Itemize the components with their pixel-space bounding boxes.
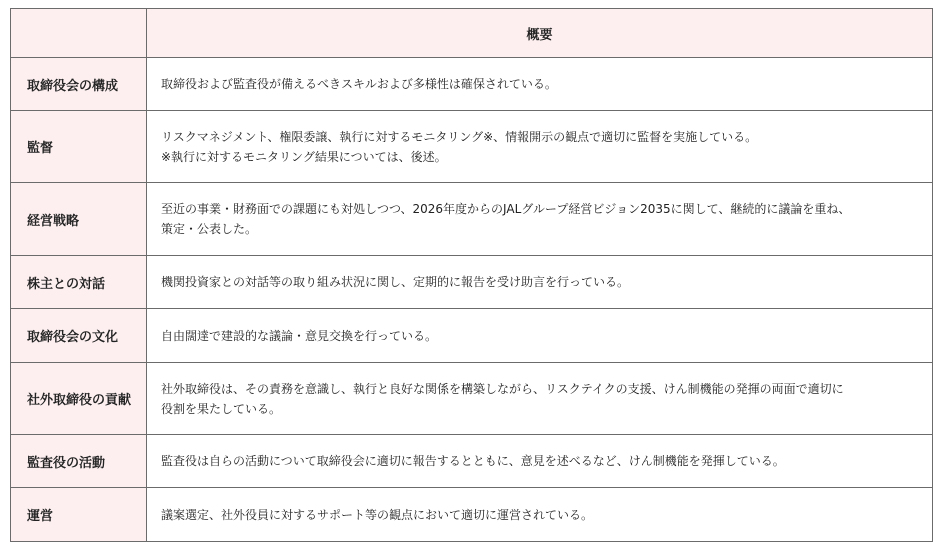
table-row	[11, 309, 933, 363]
description-line: 社外取締役は、その責務を意識し、執行と良好な関係を構築しながら、リスクテイクの支援、けん制機能の発揮の両面で適切に	[161, 381, 844, 396]
row-label: 取締役会の構成	[11, 58, 147, 111]
row-label: 運営	[11, 488, 147, 542]
description-line: 自由闊達で建設的な議論・意見交換を行っている。	[161, 328, 438, 343]
row-description	[147, 58, 933, 111]
table-header-row	[11, 9, 933, 58]
header-label-cell	[11, 9, 147, 58]
description-line: 取締役および監査役が備えるべきスキルおよび多様性は確保されている。	[161, 77, 557, 91]
description-line: 議案選定、社外役員に対するサポート等の観点において適切に運営されている。	[161, 507, 594, 522]
governance-evaluation-table	[10, 8, 933, 542]
table-row	[11, 363, 933, 435]
row-label: 株主との対話	[11, 256, 147, 309]
row-label: 取締役会の文化	[11, 309, 147, 363]
row-description	[147, 309, 933, 363]
description-line: 策定・公表した。	[161, 222, 258, 236]
row-description	[147, 183, 933, 256]
row-label: 経営戦略	[11, 183, 147, 256]
row-description	[147, 363, 933, 435]
description-line: 役割を果たしている。	[161, 401, 282, 416]
table-row	[11, 183, 933, 256]
description-line: 機関投資家との対話等の取り組み状況に関し、定期的に報告を受け助言を行っている。	[161, 275, 630, 289]
row-description	[147, 111, 933, 183]
table-row	[11, 256, 933, 309]
row-description	[147, 488, 933, 542]
table-row	[11, 488, 933, 542]
governance-evaluation-table-container	[10, 8, 932, 542]
table-row	[11, 435, 933, 488]
description-line: ※執行に対するモニタリング結果については、後述。	[161, 149, 447, 164]
description-line: 至近の事業・財務面での課題にも対処しつつ、2026年度からのJALグループ経営ビジョン2035に関して、継続的に議論を重ね、	[161, 202, 851, 216]
table-row	[11, 111, 933, 183]
row-description	[147, 256, 933, 309]
header-description-cell: 概要	[147, 9, 933, 58]
row-label: 監査役の活動	[11, 435, 147, 488]
description-line: リスクマネジメント、権限委譲、執行に対するモニタリング※、情報開示の観点で適切に監督を実施している。	[161, 129, 758, 144]
row-label: 社外取締役の貢献	[11, 363, 147, 435]
description-line: 監査役は自らの活動について取締役会に適切に報告するとともに、意見を述べるなど、けん制機能を発揮している。	[161, 454, 785, 468]
row-label: 監督	[11, 111, 147, 183]
table-row	[11, 58, 933, 111]
row-description	[147, 435, 933, 488]
